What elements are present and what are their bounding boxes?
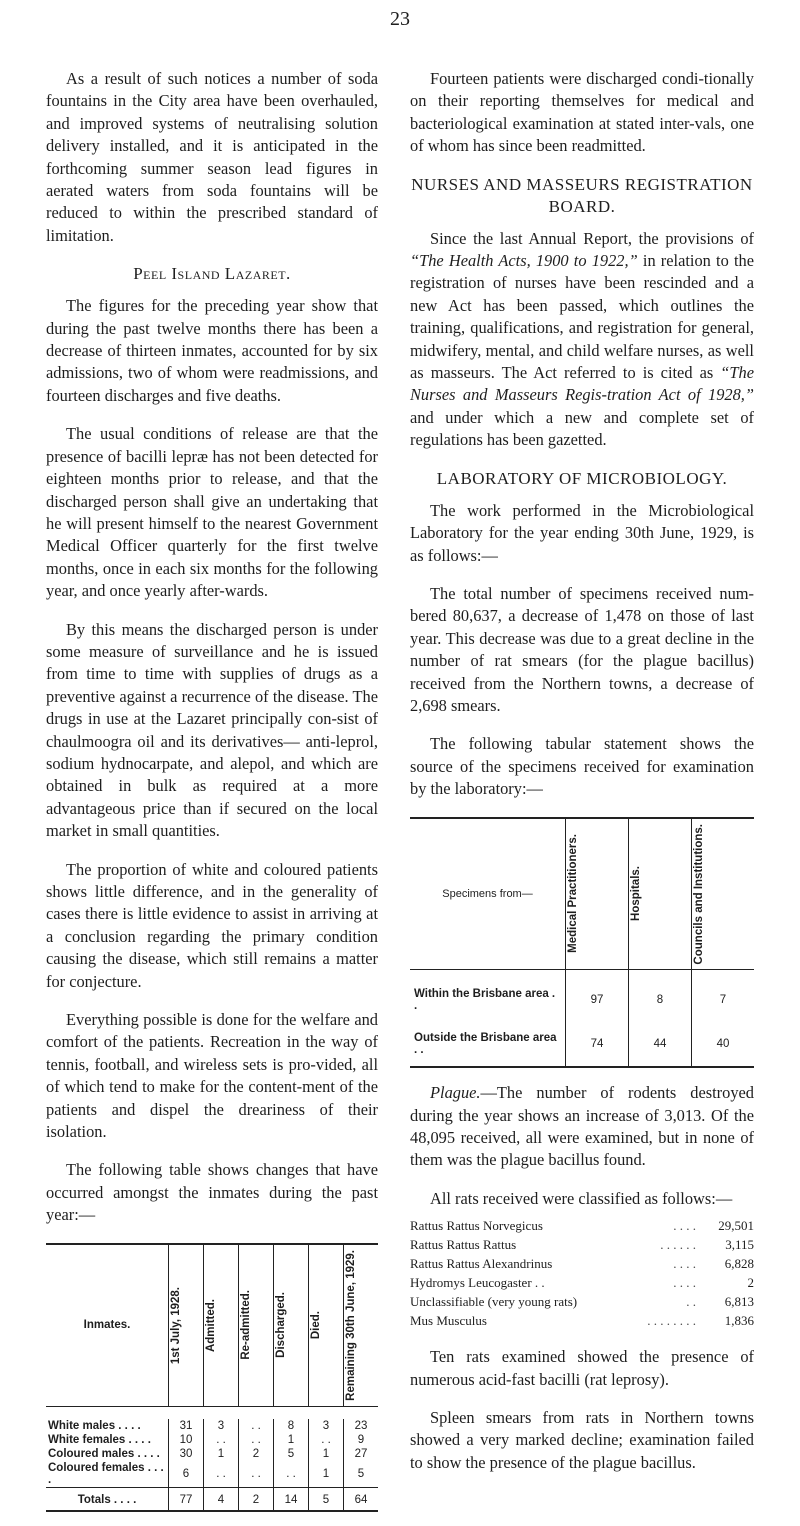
section-heading-peel-island: Peel Island Lazaret. [133,264,291,284]
paragraph: The work performed in the Microbiological Laboratory for the year ending 30th June, 1929, is as follows:— [410,500,754,565]
table-header: Re-admitted. [239,1244,274,1406]
paragraph: As a result of such notices a number of soda fountains in the City area have been overhauled, and improved systems of neutralising solution delivery installed, and it is anticipated in the forthcoming summer season lead figures in aerated waters from soda fountains will be reduced to within the prescribed standard of limitation. [46,69,378,245]
list-item: Rattus Rattus Alexandrinus . . . . 6,828 [410,1256,754,1272]
rat-classification-list [410,1216,754,1330]
table-header: Inmates. [46,1244,169,1406]
section-heading-microbiology: LABORATORY OF MICROBIOLOGY. [436,468,728,488]
paragraph: The following tabular statement shows the source of the specimens received for examination by the laboratory:— [410,734,754,799]
paragraph: Everything possible is done for the welfare and comfort of the patients. Recreation in the way of tennis, football, and wireless sets is pro-vided, all of which tend to make for the content-ment of the patients and dispel the dreariness of their isolation. [46,1010,378,1142]
list-item: Rattus Rattus Norvegicus . . . . 29,501 [410,1218,754,1234]
table-header: Hospitals. [629,818,692,970]
paragraph: Spleen smears from rats in Northern towns showed a very marked decline; examination failed to show the presence of the plague bacillus. [410,1407,754,1472]
table-header: 1st July, 1928. [169,1244,204,1406]
inmates-table [46,1243,378,1512]
list-item: Hydromys Leucogaster . . . . . . 2 [410,1275,754,1291]
table-header: Councils and Institutions. [692,818,755,970]
list-item: Mus Musculus . . . . . . . . 1,836 [410,1313,754,1329]
table-header: Remaining 30th June, 1929. [344,1244,379,1406]
paragraph: All rats received were classified as follows:— [430,1188,733,1208]
table-row: White females . . . . 10 . . . . 1 . . 9 [46,1433,378,1447]
paragraph: Plague.—The number of rodents destroyed during the year shows an increase of 3,013. Of the 48,095 received, all were examined, but in none of them was the plague bacillus found. [410,1083,754,1170]
paragraph: The figures for the preceding year show that during the past twelve months there has been a decrease of thirteen inmates, accounted for by six admissions, two of whom were readmissions, and fourteen discharges and five deaths. [46,296,378,405]
paragraph: Fourteen patients were discharged condi-tionally on their reporting themselves for medical and bacteriological examination at stated inter-vals, one of whom has since been readmitted. [410,69,754,156]
paragraph: By this means the discharged person is under some measure of surveillance and he is issued from time to time with supplies of drugs as a preventive against a recurrence of the disease. The drugs in use at the Lazaret principally con-sist of chaulmoogra oil and its derivatives— anti-leprol, sodium hydnocarpate, and alepol, and which are obtained in bulk as required at a more advantageous price than if secured on the local market in small quantities. [46,619,378,841]
list-item: Unclassifiable (very young rats) . . 6,813 [410,1294,754,1310]
specimens-table [410,817,754,1069]
paragraph: Since the last Annual Report, the provisions of “The Health Acts, 1900 to 1922,” in relation to the registration of nurses have been rescinded and a new Act has been passed, which outlines the training, qualifications, and registration for general, midwifery, mental, and child welfare nurses, as well as masseurs. The Act referred to is cited as “The Nurses and Masseurs Regis-tration Act of 1928,” and under which a new and complete set of regulations has been gazetted. [410,228,754,450]
list-item: Rattus Rattus Rattus . . . . . . 3,115 [410,1237,754,1253]
left-column [46,68,378,1526]
table-row: White males . . . . 31 3 . . 8 3 23 [46,1419,378,1433]
table-header: Died. [309,1244,344,1406]
page-number: 23 [390,8,410,30]
specimens-table-wrapper [410,817,754,1069]
paragraph: The following table shows changes that have occurred amongst the inmates during the past year:— [46,1160,378,1225]
paragraph: The usual conditions of release are that the presence of bacilli lepræ has not been detected for eighteen months prior to release, and that the discharged person shall give an undertaking that he will present himself to the nearest Government Medical Officer quarterly for the first twelve months, once in each six months for the following year, and once yearly after-wards. [46,424,378,601]
table-header: Admitted. [204,1244,239,1406]
paragraph: The total number of specimens received num-bered 80,637, a decrease of 1,478 on those of last year. This decrease was due to a great decline in the number of rat smears (for the plague bacillus) received from the Northern towns, a decrease of 2,698 smears. [410,583,754,715]
table-totals-row: Totals . . . . 77 4 2 14 5 64 [46,1487,378,1511]
table-header: Discharged. [274,1244,309,1406]
table-header: Specimens from— [410,818,566,970]
paragraph: Ten rats examined showed the presence of numerous acid-fast bacilli (rat leprosy). [410,1347,754,1389]
table-row: Within the Brisbane area . . 97 8 7 [410,970,754,1023]
paragraph: The proportion of white and coloured patients shows little difference, and in the generality of cases there is little evidence to assist in arriving at a conclusion regarding the primary condition causing the disease, which still remains a matter for conjecture. [46,859,378,991]
section-heading-nurses-board: NURSES AND MASSEURS REGISTRATION BOARD. [411,174,753,216]
table-row: Coloured males . . . . 30 1 2 5 1 27 [46,1447,378,1461]
table-header: Medical Practitioners. [566,818,629,970]
table-row: Coloured females . . . . 6 . . . . . . 1 5 [46,1461,378,1488]
inmates-table-wrapper [46,1243,378,1512]
right-column [410,68,754,1490]
table-row: Outside the Brisbane area . . 74 44 40 [410,1022,754,1067]
